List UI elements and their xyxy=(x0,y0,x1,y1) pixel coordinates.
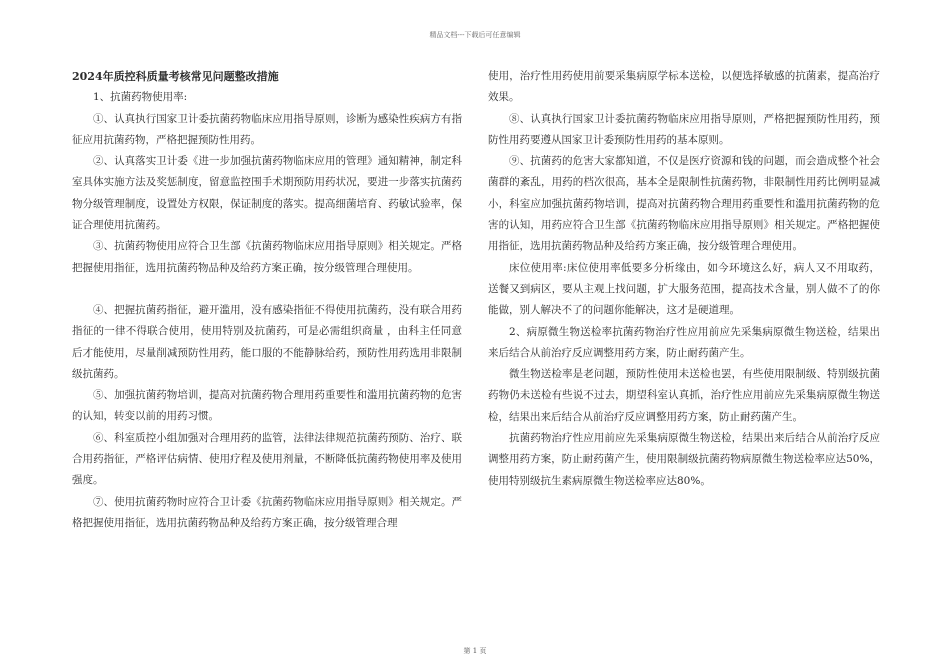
page-header-note: 精品文档---下载后可任意编辑 xyxy=(429,31,521,39)
paragraph: ⑨、抗菌药的危害大家都知道，不仅是医疗资源和钱的问题，而会造成整个社会菌群的紊乱，用药的档次很高，基本全是限制性抗菌药物，非限制性用药比例明显减小，科室应加强抗菌药物培训，提高对抗菌药物合理用药重要性和滥用抗菌药物的危害的认知，用药应符合卫生部《抗菌药物临床应用指导原则》相关规定。严格把握使用指征，选用抗菌药物品种及给药方案正确，按分级管理合理使用。 xyxy=(488,155,880,253)
left-column xyxy=(72,66,462,534)
paragraph: ①、认真执行国家卫计委抗菌药物临床应用指导原则，诊断为感染性疾病方有指征应用抗菌药物，严格把握预防性用药。 xyxy=(72,112,462,146)
paragraph: 2、病原微生物送检率抗菌药物治疗性应用前应先采集病原微生物送检，结果出来后结合从前治疗反应调整用药方案，防止耐药菌产生。 xyxy=(488,325,880,359)
paragraph: 使用，治疗性用药使用前要采集病原学标本送检，以便选择敏感的抗菌素，提高治疗效果。 xyxy=(488,70,880,104)
paragraph: ③、抗菌药物使用应符合卫生部《抗菌药物临床应用指导原则》相关规定。严格把握使用指征，选用抗菌药物品种及给药方案正确，按分级管理合理使用。 xyxy=(72,240,462,274)
paragraph: ④、把握抗菌药指征，避开滥用，没有感染指征不得使用抗菌药，没有联合用药指征的一律不得联合使用，使用特别及抗菌药，可是必需组织商量 ，由科主任同意后才能使用，尽量削减预防性用药，能口服的不能静脉给药，预防性用药选用非限制级抗菌药。 xyxy=(72,303,462,380)
paragraph-gap xyxy=(72,279,462,300)
paragraph: ⑦、使用抗菌药物时应符合卫计委《抗菌药物临床应用指导原则》相关规定。严格把握使用指征，选用抗菌药物品种及给药方案正确，按分级管理合理 xyxy=(72,495,462,529)
paragraph: ⑧、认真执行国家卫计委抗菌药物临床应用指导原则，严格把握预防性用药，预防性用药要遵从国家卫计委预防性用药的基本原则。 xyxy=(488,112,880,146)
right-column xyxy=(488,66,880,492)
paragraph: ⑥、科室质控小组加强对合理用药的监管，法律法律规范抗菌药预防、治疗、联合用药指征，严格评估病情、使用疗程及使用剂量，不断降低抗菌药物使用率及使用强度。 xyxy=(72,431,462,487)
paragraph: 抗菌药物治疗性应用前应先采集病原微生物送检，结果出来后结合从前治疗反应调整用药方案，防止耐药菌产生，使用限制级抗菌药物病原微生物送检率应达50%，使用特别级抗生素病原微生物送检率应达80%。 xyxy=(488,432,880,487)
document-title: 2024年质控科质量考核常见问题整改措施 xyxy=(72,70,279,83)
page-number: 第 1 页 xyxy=(463,647,487,655)
paragraph: 微生物送检率是老问题，预防性使用未送检也罢，有些使用限制级、特别级抗菌药物仍未送检有些说不过去，期望科室认真抓，治疗性应用前应先采集病原微生物送检，结果出来后结合从前治疗反应调整用药方案，防止耐药菌产生。 xyxy=(488,368,880,423)
paragraph: ⑤、加强抗菌药物培训，提高对抗菌药物合理用药重要性和滥用抗菌药物的危害的认知，转变以前的用药习惯。 xyxy=(72,389,462,423)
section-heading: 1、抗菌药物使用率: xyxy=(93,91,188,104)
paragraph: ②、认真落实卫计委《进一步加强抗菌药物临床应用的管理》通知精神，制定科室具体实施方法及奖惩制度，留意监控围手术期预防用药状况，要进一步落实抗菌药物分级管理制度，设置处方权限，保证制度的落实。提高细菌培育、药敏试验率，保证合理使用抗菌药。 xyxy=(72,155,462,232)
paragraph: 床位使用率:床位使用率低要多分析缘由，如今环境这么好，病人又不用取药，送餐又到病区，要从主观上找问题，扩大服务范围，提高技术含量，别人做不了的你能做，别人解决不了的问题你能解决，这才是硬道理。 xyxy=(488,261,880,317)
